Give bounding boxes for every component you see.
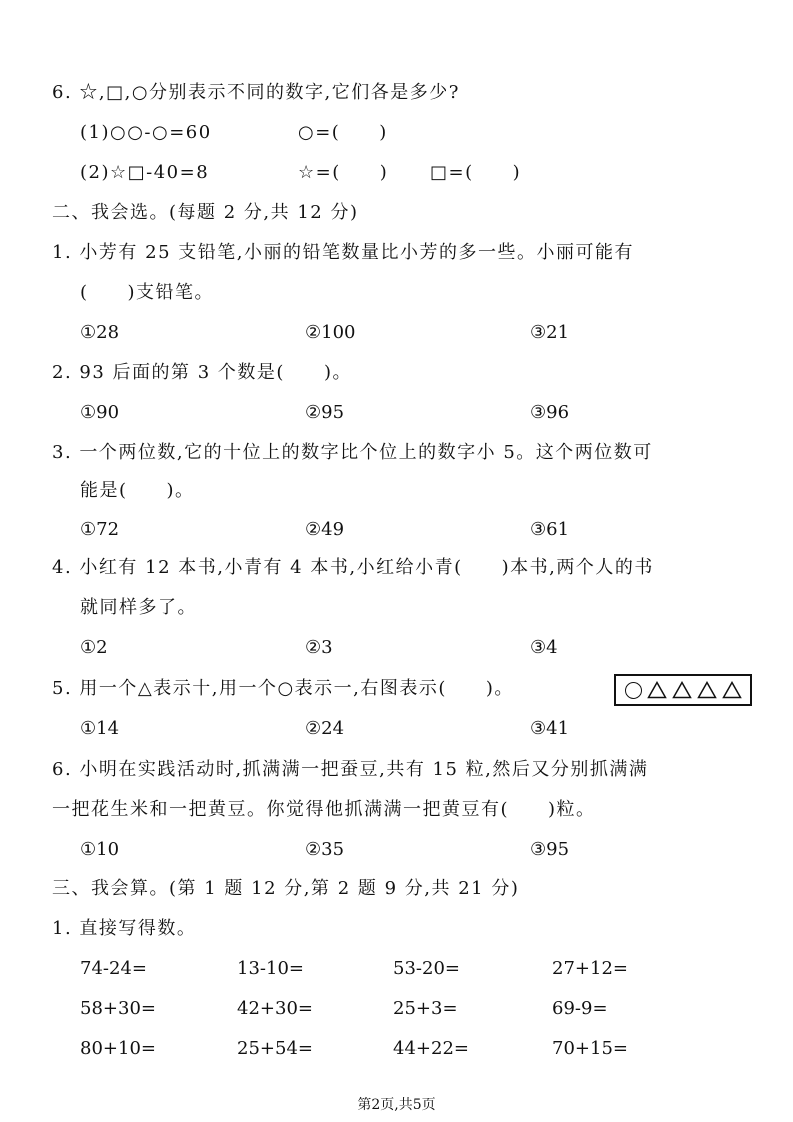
- circle-shape: [625, 682, 642, 699]
- triangle-shape: [697, 681, 717, 699]
- calc-item: 25+54=: [237, 1038, 313, 1059]
- choice-q1-option-1: ①28: [80, 322, 120, 343]
- choice-q3-option-3: ③61: [530, 519, 570, 540]
- calc-item: 80+10=: [80, 1038, 156, 1059]
- q6-part2-star-answer: ☆=( ): [298, 162, 389, 183]
- calc-item: 70+15=: [552, 1038, 628, 1059]
- q6-part2-equation: (2)☆□-40=8: [80, 162, 210, 183]
- choice-q4-option-1: ①2: [80, 637, 108, 658]
- triangle-shape: [672, 681, 692, 699]
- calc-q1-title: 1. 直接写得数。: [52, 918, 197, 939]
- choice-q3-option-2: ②49: [305, 519, 345, 540]
- q6-title: 6. ☆,□,○分别表示不同的数字,它们各是多少?: [52, 82, 460, 103]
- calc-item: 74-24=: [80, 958, 147, 979]
- calc-item: 69-9=: [552, 998, 608, 1019]
- choice-q1-line1: 1. 小芳有 25 支铅笔,小丽的铅笔数量比小芳的多一些。小丽可能有: [52, 242, 634, 263]
- choice-q5-option-3: ③41: [530, 718, 570, 739]
- q6-part2-square-answer: □=( ): [430, 162, 522, 183]
- triangle-shape: [722, 681, 742, 699]
- choice-q5-line1: 5. 用一个△表示十,用一个○表示一,右图表示( )。: [52, 678, 514, 699]
- choice-q1-option-3: ③21: [530, 322, 570, 343]
- q6-part1-answer: ○=( ): [298, 122, 388, 143]
- page-number-footer: 第2页,共5页: [357, 1097, 436, 1113]
- choice-q2-option-3: ③96: [530, 402, 570, 423]
- calc-item: 25+3=: [393, 998, 458, 1019]
- choice-q2-option-1: ①90: [80, 402, 120, 423]
- choice-q4-line1: 4. 小红有 12 本书,小青有 4 本书,小红给小青( )本书,两个人的书: [52, 557, 654, 578]
- choice-q2-line1: 2. 93 后面的第 3 个数是( )。: [52, 362, 352, 383]
- choice-q1-line2: ( )支铅笔。: [80, 282, 215, 303]
- calc-item: 44+22=: [393, 1038, 469, 1059]
- calc-item: 58+30=: [80, 998, 156, 1019]
- triangle-shape: [647, 681, 667, 699]
- choice-q6-line2: 一把花生米和一把黄豆。你觉得他抓满满一把黄豆有( )粒。: [52, 799, 596, 820]
- choice-q4-line2: 就同样多了。: [80, 597, 197, 618]
- choice-q1-option-2: ②100: [305, 322, 356, 343]
- q6-part1-equation: (1)○○-○=60: [80, 122, 212, 143]
- choice-q4-option-2: ②3: [305, 637, 333, 658]
- choice-q5-option-1: ①14: [80, 718, 120, 739]
- calc-item: 42+30=: [237, 998, 313, 1019]
- shapes-figure: [614, 674, 752, 706]
- choice-q6-option-1: ①10: [80, 839, 120, 860]
- choice-q3-line1: 3. 一个两位数,它的十位上的数字比个位上的数字小 5。这个两位数可: [52, 442, 653, 463]
- choice-q3-option-1: ①72: [80, 519, 120, 540]
- choice-q3-line2: 能是( )。: [80, 480, 195, 501]
- section2-header: 二、我会选。(每题 2 分,共 12 分): [52, 202, 359, 223]
- calc-item: 27+12=: [552, 958, 628, 979]
- choice-q4-option-3: ③4: [530, 637, 558, 658]
- choice-q5-option-2: ②24: [305, 718, 345, 739]
- choice-q2-option-2: ②95: [305, 402, 345, 423]
- choice-q6-option-2: ②35: [305, 839, 345, 860]
- choice-q6-option-3: ③95: [530, 839, 570, 860]
- section3-header: 三、我会算。(第 1 题 12 分,第 2 题 9 分,共 21 分): [52, 878, 520, 899]
- choice-q6-line1: 6. 小明在实践活动时,抓满满一把蚕豆,共有 15 粒,然后又分别抓满满: [52, 759, 649, 780]
- calc-item: 13-10=: [237, 958, 304, 979]
- calc-item: 53-20=: [393, 958, 460, 979]
